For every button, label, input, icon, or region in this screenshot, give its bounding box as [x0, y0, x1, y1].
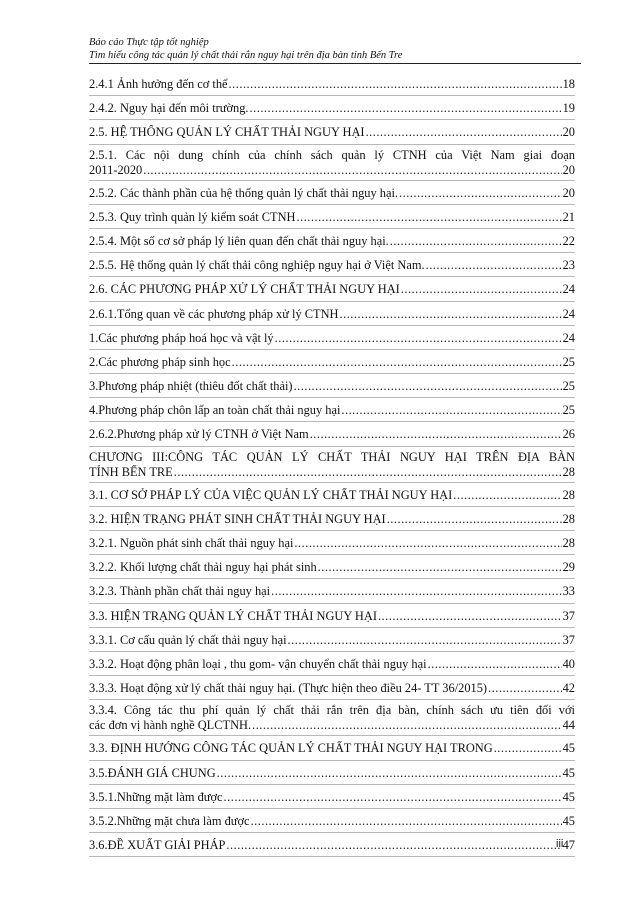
- toc-entry[interactable]: [89, 555, 575, 579]
- toc-entry-page: 20: [562, 125, 575, 140]
- dot-leader: [399, 186, 562, 201]
- dot-leader: [271, 584, 561, 599]
- toc-entry-title: 3.3.1. Cơ cấu quản lý chất thải nguy hại: [89, 632, 287, 647]
- toc-entry[interactable]: [89, 785, 575, 809]
- toc-entry-title: 2.5.3. Quy trình quản lý kiểm soát CTNH: [89, 209, 296, 224]
- toc-entry-title: 3.2.3. Thành phần chất thải nguy hại: [89, 584, 271, 599]
- toc-entry-page: 26: [562, 427, 575, 442]
- toc-entry-title: 3.1. CƠ SỞ PHÁP LÝ CỦA VIỆC QUẢN LÝ CHẤT THẢI NGUY HẠI: [89, 487, 453, 502]
- toc-entry-page: 24: [562, 306, 575, 321]
- dot-leader: [217, 766, 562, 781]
- toc-entry[interactable]: [89, 507, 575, 531]
- toc-entry[interactable]: [89, 531, 575, 555]
- toc-entry[interactable]: [89, 604, 575, 628]
- dot-leader: [229, 77, 562, 92]
- toc-entry-title: 2.5. HỆ THỐNG QUẢN LÝ CHẤT THẢI NGUY HẠI: [89, 125, 365, 140]
- dot-leader: [297, 210, 562, 225]
- toc-entry-page: 40: [562, 656, 575, 671]
- toc-entry-page: 37: [562, 608, 575, 623]
- toc-entry-title: 3.3. HIỆN TRẠNG QUẢN LÝ CHẤT THẢI NGUY HẠI: [89, 608, 377, 623]
- dot-leader: [488, 681, 562, 696]
- dot-leader: [232, 355, 562, 370]
- toc-entry-page: 19: [562, 101, 575, 116]
- toc-entry-page: 45: [562, 741, 575, 756]
- toc-entry[interactable]: [89, 350, 575, 374]
- toc-entry-title: 2.6.1.Tổng quan về các phương pháp xử lý CTNH: [89, 306, 339, 321]
- dot-leader: [143, 163, 561, 178]
- toc-entry-page: 18: [562, 77, 575, 91]
- toc-entry-title: 3.2.1. Nguồn phát sinh chất thải nguy hại: [89, 536, 294, 550]
- dot-leader: [318, 560, 562, 575]
- toc-entry-title: 2.5.2. Các thành phần của hệ thống quản lý chất thải nguy hại.: [89, 185, 398, 200]
- toc-entry[interactable]: [89, 120, 575, 144]
- toc-entry-page: 25: [562, 379, 575, 394]
- toc-entry-title: 2.6. CÁC PHƯƠNG PHÁP XỬ LÝ CHẤT THẢI NGUY HẠI: [89, 282, 400, 297]
- toc-entry-page: 37: [562, 632, 575, 647]
- toc-entry-title: 3.3. ĐỊNH HƯỚNG CÔNG TÁC QUẢN LÝ CHẤT THẢI NGUY HẠI TRONG: [89, 741, 493, 756]
- toc-entry-page: 28: [562, 511, 575, 526]
- toc-entry-page: 45: [562, 813, 575, 828]
- toc-entry[interactable]: [89, 145, 575, 181]
- toc-entry-title: 2.Các phương pháp sinh học: [89, 354, 231, 369]
- toc-entry[interactable]: [89, 374, 575, 398]
- dot-leader: [174, 465, 562, 480]
- toc-entry-title: 1.Các phương pháp hoá học và vật lý: [89, 330, 274, 345]
- toc-entry-title: 3.3.3. Hoạt động xử lý chất thải nguy hại. (Thực hiện theo điều 24- TT 36/2015): [89, 681, 488, 696]
- toc-entry-title: 2.4.1 Ảnh hưởng đến cơ thể: [89, 77, 228, 91]
- dot-leader: [310, 427, 562, 442]
- toc-entry[interactable]: [89, 326, 575, 350]
- toc-entry-page: 47: [562, 838, 575, 853]
- toc-entry[interactable]: [89, 700, 575, 736]
- dot-leader: [340, 307, 562, 322]
- toc-entry-title: 3.2. HIỆN TRẠNG PHÁT SINH CHẤT THẢI NGUY HẠI: [89, 511, 386, 526]
- toc-entry-title: 2.5.4. Một số cơ sở pháp lý liên quan đến chất thải nguy hại.: [89, 233, 389, 248]
- toc-entry-title: 3.3.2. Hoạt động phân loại , thu gom- vận chuyển chất thải nguy hại: [89, 656, 427, 671]
- toc-entry-title: 2011-2020: [89, 162, 143, 177]
- dot-leader: [288, 633, 562, 648]
- toc-entry[interactable]: [89, 181, 575, 205]
- dot-leader: [294, 536, 561, 551]
- toc-entry-page: 20: [562, 185, 575, 200]
- toc-entry-page: 45: [562, 765, 575, 780]
- dot-leader: [390, 234, 562, 249]
- toc-entry[interactable]: [89, 833, 575, 857]
- page-number: iii: [556, 838, 564, 850]
- toc-entry-title-line: 2.5.1. Các nội dung chính của chính sách quản lý CTNH của Việt Nam giai đoạn: [89, 147, 575, 162]
- toc-entry-title: 2.4.2. Nguy hại đến môi trường.: [89, 101, 249, 116]
- toc-entry[interactable]: [89, 422, 575, 446]
- toc-entry[interactable]: [89, 72, 575, 96]
- toc-entry-title: 3.5.2.Những mặt chưa làm được: [89, 813, 250, 828]
- toc-entry-page: 24: [562, 282, 575, 297]
- header-report-title: Tìm hiểu công tác quản lý chất thải rắn nguy hại trên địa bàn tỉnh Bến Tre: [89, 50, 403, 61]
- toc-entry-title: 4.Phương pháp chôn lấp an toàn chất thải nguy hại: [89, 403, 341, 418]
- toc-entry-title: 3.2.2. Khối lượng chất thải nguy hại phát sinh: [89, 560, 317, 575]
- toc-entry-page: 45: [562, 789, 575, 804]
- toc-entry[interactable]: [89, 809, 575, 833]
- toc-entry-title-line: 3.3.4. Công tác thu phí quản lý chất thải rắn trên địa bàn, chính sách ưu tiên đối với: [89, 703, 575, 718]
- toc-entry[interactable]: [89, 579, 575, 603]
- toc-entry-title: 2.6.2.Phương pháp xử lý CTNH ở Việt Nam: [89, 427, 309, 442]
- toc-entry-page: 28: [562, 536, 575, 550]
- toc-entry-page: 20: [562, 162, 575, 177]
- toc-entry[interactable]: [89, 96, 575, 120]
- toc-entry-page: 29: [562, 560, 575, 575]
- toc-entry[interactable]: [89, 277, 575, 301]
- toc-entry[interactable]: [89, 483, 575, 507]
- toc-entry-page: 22: [562, 233, 575, 248]
- toc-entry-title: các đơn vị hành nghề QLCTNH.: [89, 718, 252, 733]
- toc-entry[interactable]: [89, 736, 575, 760]
- toc-entry-page: 28: [562, 464, 575, 479]
- toc-entry-title-line: CHƯƠNG III:CÔNG TÁC QUẢN LÝ CHẤT THẢI NGUY HẠI TRÊN ĐỊA BÀN: [89, 449, 575, 464]
- header-report-type: Báo cáo Thực tập tốt nghiệp: [89, 37, 209, 48]
- toc-entry-page: 42: [562, 681, 575, 696]
- toc-entry[interactable]: [89, 628, 575, 652]
- toc-entry[interactable]: [89, 676, 575, 700]
- dot-leader: [251, 814, 562, 829]
- dot-leader: [387, 512, 562, 527]
- toc-entry[interactable]: [89, 302, 575, 326]
- dot-leader: [224, 790, 562, 805]
- dot-leader: [226, 838, 564, 853]
- toc-entry-title: 3.Phương pháp nhiệt (thiêu đốt chất thải): [89, 379, 293, 394]
- table-of-contents: [89, 72, 575, 857]
- toc-entry-title: 2.5.5. Hệ thống quản lý chất thải công nghiệp nguy hại ở Việt Nam.: [89, 258, 425, 273]
- toc-entry[interactable]: [89, 398, 575, 422]
- toc-entry-page: 25: [562, 403, 575, 418]
- toc-entry-title: 3.5.ĐÁNH GIÁ CHUNG: [89, 765, 216, 780]
- toc-entry-page: 23: [562, 258, 575, 273]
- toc-entry-title: 3.6.ĐỀ XUẤT GIẢI PHÁP: [89, 838, 226, 853]
- running-header: [89, 36, 581, 64]
- toc-entry[interactable]: [89, 229, 575, 253]
- dot-leader: [453, 488, 561, 503]
- dot-leader: [378, 609, 562, 624]
- toc-entry-page: 33: [562, 584, 575, 599]
- toc-entry[interactable]: [89, 253, 575, 277]
- dot-leader: [494, 741, 562, 756]
- dot-leader: [366, 125, 562, 140]
- toc-entry-page: 28: [562, 487, 575, 502]
- dot-leader: [252, 718, 562, 733]
- toc-entry-page: 24: [562, 330, 575, 345]
- toc-entry-page: 44: [562, 718, 575, 733]
- toc-entry[interactable]: [89, 205, 575, 229]
- dot-leader: [294, 379, 562, 394]
- dot-leader: [426, 258, 562, 273]
- toc-entry-title: 3.5.1.Những mặt làm được: [89, 789, 223, 804]
- toc-entry-title: TỈNH BẾN TRE: [89, 464, 173, 479]
- dot-leader: [341, 403, 561, 418]
- toc-entry[interactable]: [89, 447, 575, 483]
- toc-entry[interactable]: [89, 652, 575, 676]
- dot-leader: [401, 282, 562, 297]
- dot-leader: [250, 101, 562, 116]
- toc-entry[interactable]: [89, 761, 575, 785]
- toc-entry-page: 25: [562, 354, 575, 369]
- dot-leader: [275, 331, 562, 346]
- dot-leader: [428, 657, 562, 672]
- toc-entry-page: 21: [562, 209, 575, 224]
